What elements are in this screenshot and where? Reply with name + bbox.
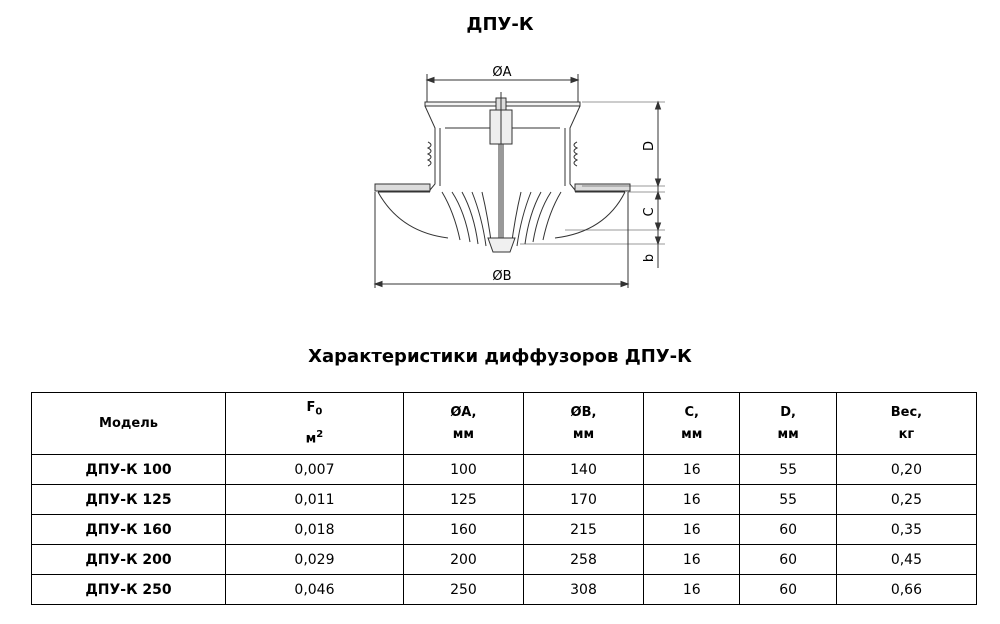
- header-row: [32, 393, 977, 455]
- table-row: [32, 545, 977, 575]
- table-row: [32, 515, 977, 545]
- cell-a: 250: [403, 575, 523, 605]
- cell-a: 125: [403, 485, 523, 515]
- cell-model: ДПУ-К 250: [32, 575, 226, 605]
- cell-d: 60: [740, 545, 836, 575]
- header-d: [740, 393, 836, 455]
- header-f0: [226, 393, 404, 455]
- specs-table: [31, 392, 977, 605]
- cell-b: 170: [523, 485, 643, 515]
- cell-model: ДПУ-К 160: [32, 515, 226, 545]
- cell-c: 16: [644, 455, 740, 485]
- cell-c: 16: [644, 575, 740, 605]
- cell-c: 16: [644, 485, 740, 515]
- cell-weight: 0,66: [836, 575, 976, 605]
- label-b-small: b: [642, 253, 657, 263]
- header-f0-unit: м: [305, 430, 317, 446]
- header-c-unit: мм: [681, 426, 703, 442]
- header-f0-unit-sup: 2: [316, 428, 324, 440]
- header-a-unit: мм: [452, 426, 475, 442]
- table-row: [32, 455, 977, 485]
- header-d-unit: мм: [777, 426, 799, 442]
- cell-b: 258: [523, 545, 643, 575]
- cell-f0: 0,007: [226, 455, 404, 485]
- header-a-name: ØA,: [450, 404, 477, 420]
- cell-d: 60: [740, 515, 836, 545]
- table-row: [32, 575, 977, 605]
- cell-f0: 0,029: [226, 545, 404, 575]
- cell-c: 16: [644, 545, 740, 575]
- cell-b: 215: [523, 515, 643, 545]
- page-title: ДПУ-К: [466, 14, 534, 35]
- header-f0-base: F: [306, 400, 316, 416]
- table-title: Характеристики диффузоров ДПУ-К: [308, 346, 692, 367]
- header-weight-unit: кг: [898, 426, 915, 442]
- cell-c: 16: [644, 515, 740, 545]
- cell-d: 55: [740, 485, 836, 515]
- cell-weight: 0,25: [836, 485, 976, 515]
- label-c: C: [642, 207, 657, 217]
- header-model: Модель: [32, 393, 226, 455]
- cell-model: ДПУ-К 100: [32, 455, 226, 485]
- cell-weight: 0,35: [836, 515, 976, 545]
- cell-b: 308: [523, 575, 643, 605]
- cell-d: 60: [740, 575, 836, 605]
- label-b-diameter: ØB: [492, 269, 512, 284]
- header-c: [644, 393, 740, 455]
- cell-b: 140: [523, 455, 643, 485]
- header-b-unit: мм: [572, 426, 595, 442]
- diffuser-drawing: [370, 62, 670, 294]
- cell-f0: 0,046: [226, 575, 404, 605]
- header-f0-sub: 0: [315, 406, 323, 418]
- cell-model: ДПУ-К 125: [32, 485, 226, 515]
- label-d: D: [642, 140, 657, 152]
- table-row: [32, 485, 977, 515]
- header-d-name: D,: [780, 404, 796, 420]
- cell-d: 55: [740, 455, 836, 485]
- cell-a: 200: [403, 545, 523, 575]
- header-b: [523, 393, 643, 455]
- cell-a: 100: [403, 455, 523, 485]
- cell-model: ДПУ-К 200: [32, 545, 226, 575]
- cell-a: 160: [403, 515, 523, 545]
- header-c-name: C,: [684, 404, 699, 420]
- header-weight-name: Вес,: [890, 404, 923, 420]
- label-a: ØA: [492, 65, 512, 80]
- header-weight: [836, 393, 976, 455]
- cell-weight: 0,20: [836, 455, 976, 485]
- header-b-name: ØB,: [570, 404, 597, 420]
- cell-f0: 0,018: [226, 515, 404, 545]
- cell-weight: 0,45: [836, 545, 976, 575]
- cell-f0: 0,011: [226, 485, 404, 515]
- header-a: [403, 393, 523, 455]
